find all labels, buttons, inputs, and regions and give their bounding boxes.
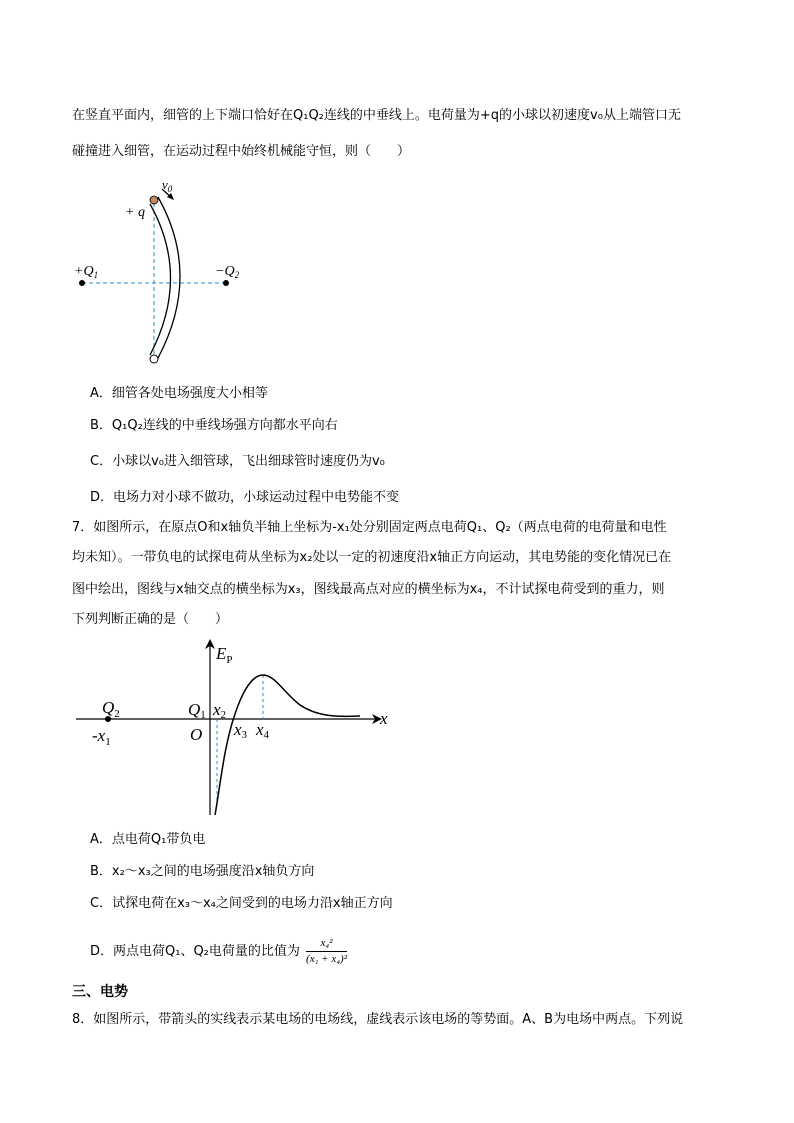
q7-label-x4: x4 bbox=[256, 720, 270, 741]
q7-option-d bbox=[90, 938, 347, 965]
q7-fraction-numerator: x₄² bbox=[306, 938, 347, 952]
q6-option-a: A．细管各处电场强度大小相等 bbox=[90, 386, 268, 401]
q7-option-b: B．x₂～x₃之间的电场强度沿x轴负方向 bbox=[90, 864, 315, 879]
q8-stem-line1: 8．如图所示，带箭头的实线表示某电场的电场线，虚线表示该电场的等势面。A、B为电场中两点。下列说 bbox=[72, 1012, 684, 1027]
q7-ep-curve bbox=[215, 675, 360, 815]
q7-option-c: C．试探电荷在x₃～x₄之间受到的电场力沿x轴正方向 bbox=[90, 896, 393, 911]
q6-option-b: B．Q₁Q₂连线的中垂线场强方向都水平向右 bbox=[90, 418, 338, 433]
q7-figure bbox=[70, 637, 400, 822]
q7-stem-line1: 7．如图所示，在原点O和x轴负半轴上坐标为-x₁处分别固定两点电荷Q₁、Q₂（两点电荷的电荷量和电性 bbox=[72, 520, 667, 535]
q6-stem-line1: 在竖直平面内，细管的上下端口恰好在Q₁Q₂连线的中垂线上。电荷量为+q的小球以初速度v₀从上端管口无 bbox=[72, 108, 681, 123]
q6-tube-outer bbox=[158, 197, 180, 358]
q6-label-plus-q: + q bbox=[125, 205, 145, 220]
q6-stem-line2: 碰撞进入细管，在运动过程中始终机械能守恒，则（ ） bbox=[72, 144, 411, 159]
q7-label-x3: x3 bbox=[234, 720, 248, 741]
q6-option-c: C．小球以v₀进入细管球，飞出细球管时速度仍为v₀ bbox=[90, 454, 385, 469]
q6-charge-q2-dot bbox=[223, 280, 229, 286]
q7-fraction-denominator: (x₁ + x₄)² bbox=[306, 953, 348, 965]
q7-label-x2: x2 bbox=[213, 700, 227, 721]
q6-tube-inner bbox=[150, 204, 171, 355]
q7-stem-line2: 均未知）。一带负电的试探电荷从坐标为x₂处以一定的初速度沿x轴正方向运动，其电势能的变化情况已在 bbox=[72, 550, 672, 565]
section-title: 三、电势 bbox=[72, 984, 128, 1000]
q7-label-q1: Q1 bbox=[188, 700, 206, 721]
q7-option-d-fraction bbox=[306, 938, 347, 965]
q6-bottom-opening bbox=[150, 355, 158, 363]
q7-label-neg-x1: $-x_1$ bbox=[92, 726, 111, 748]
q7-stem-line4: 下列判断正确的是（ ） bbox=[72, 612, 229, 627]
q7-option-a: A．点电荷Q₁带负电 bbox=[90, 832, 206, 847]
q6-label-q1: $+Q_1$ bbox=[74, 264, 99, 280]
q6-option-d: D．电场力对小球不做功，小球运动过程中电势能不变 bbox=[90, 490, 400, 505]
q6-charge-q1-dot bbox=[79, 280, 85, 286]
q7-label-ep: $E_P$ bbox=[216, 644, 233, 666]
q7-option-d-text: D．两点电荷Q₁、Q₂电荷量的比值为 bbox=[90, 944, 300, 959]
q6-charged-ball bbox=[150, 196, 158, 204]
q6-figure bbox=[70, 175, 250, 370]
q7-stem-line3: 图中绘出，图线与x轴交点的横坐标为x₃，图线最高点对应的横坐标为x₄，不计试探电荷受到的重力，则 bbox=[72, 582, 665, 597]
q7-label-x-axis: x bbox=[380, 709, 388, 728]
q7-label-q2: $Q_2$ bbox=[102, 698, 120, 720]
q7-label-origin: O bbox=[190, 725, 203, 744]
q6-label-q2: $-Q_2$ bbox=[215, 264, 240, 280]
q6-label-v0: $v_0$ bbox=[162, 177, 173, 194]
